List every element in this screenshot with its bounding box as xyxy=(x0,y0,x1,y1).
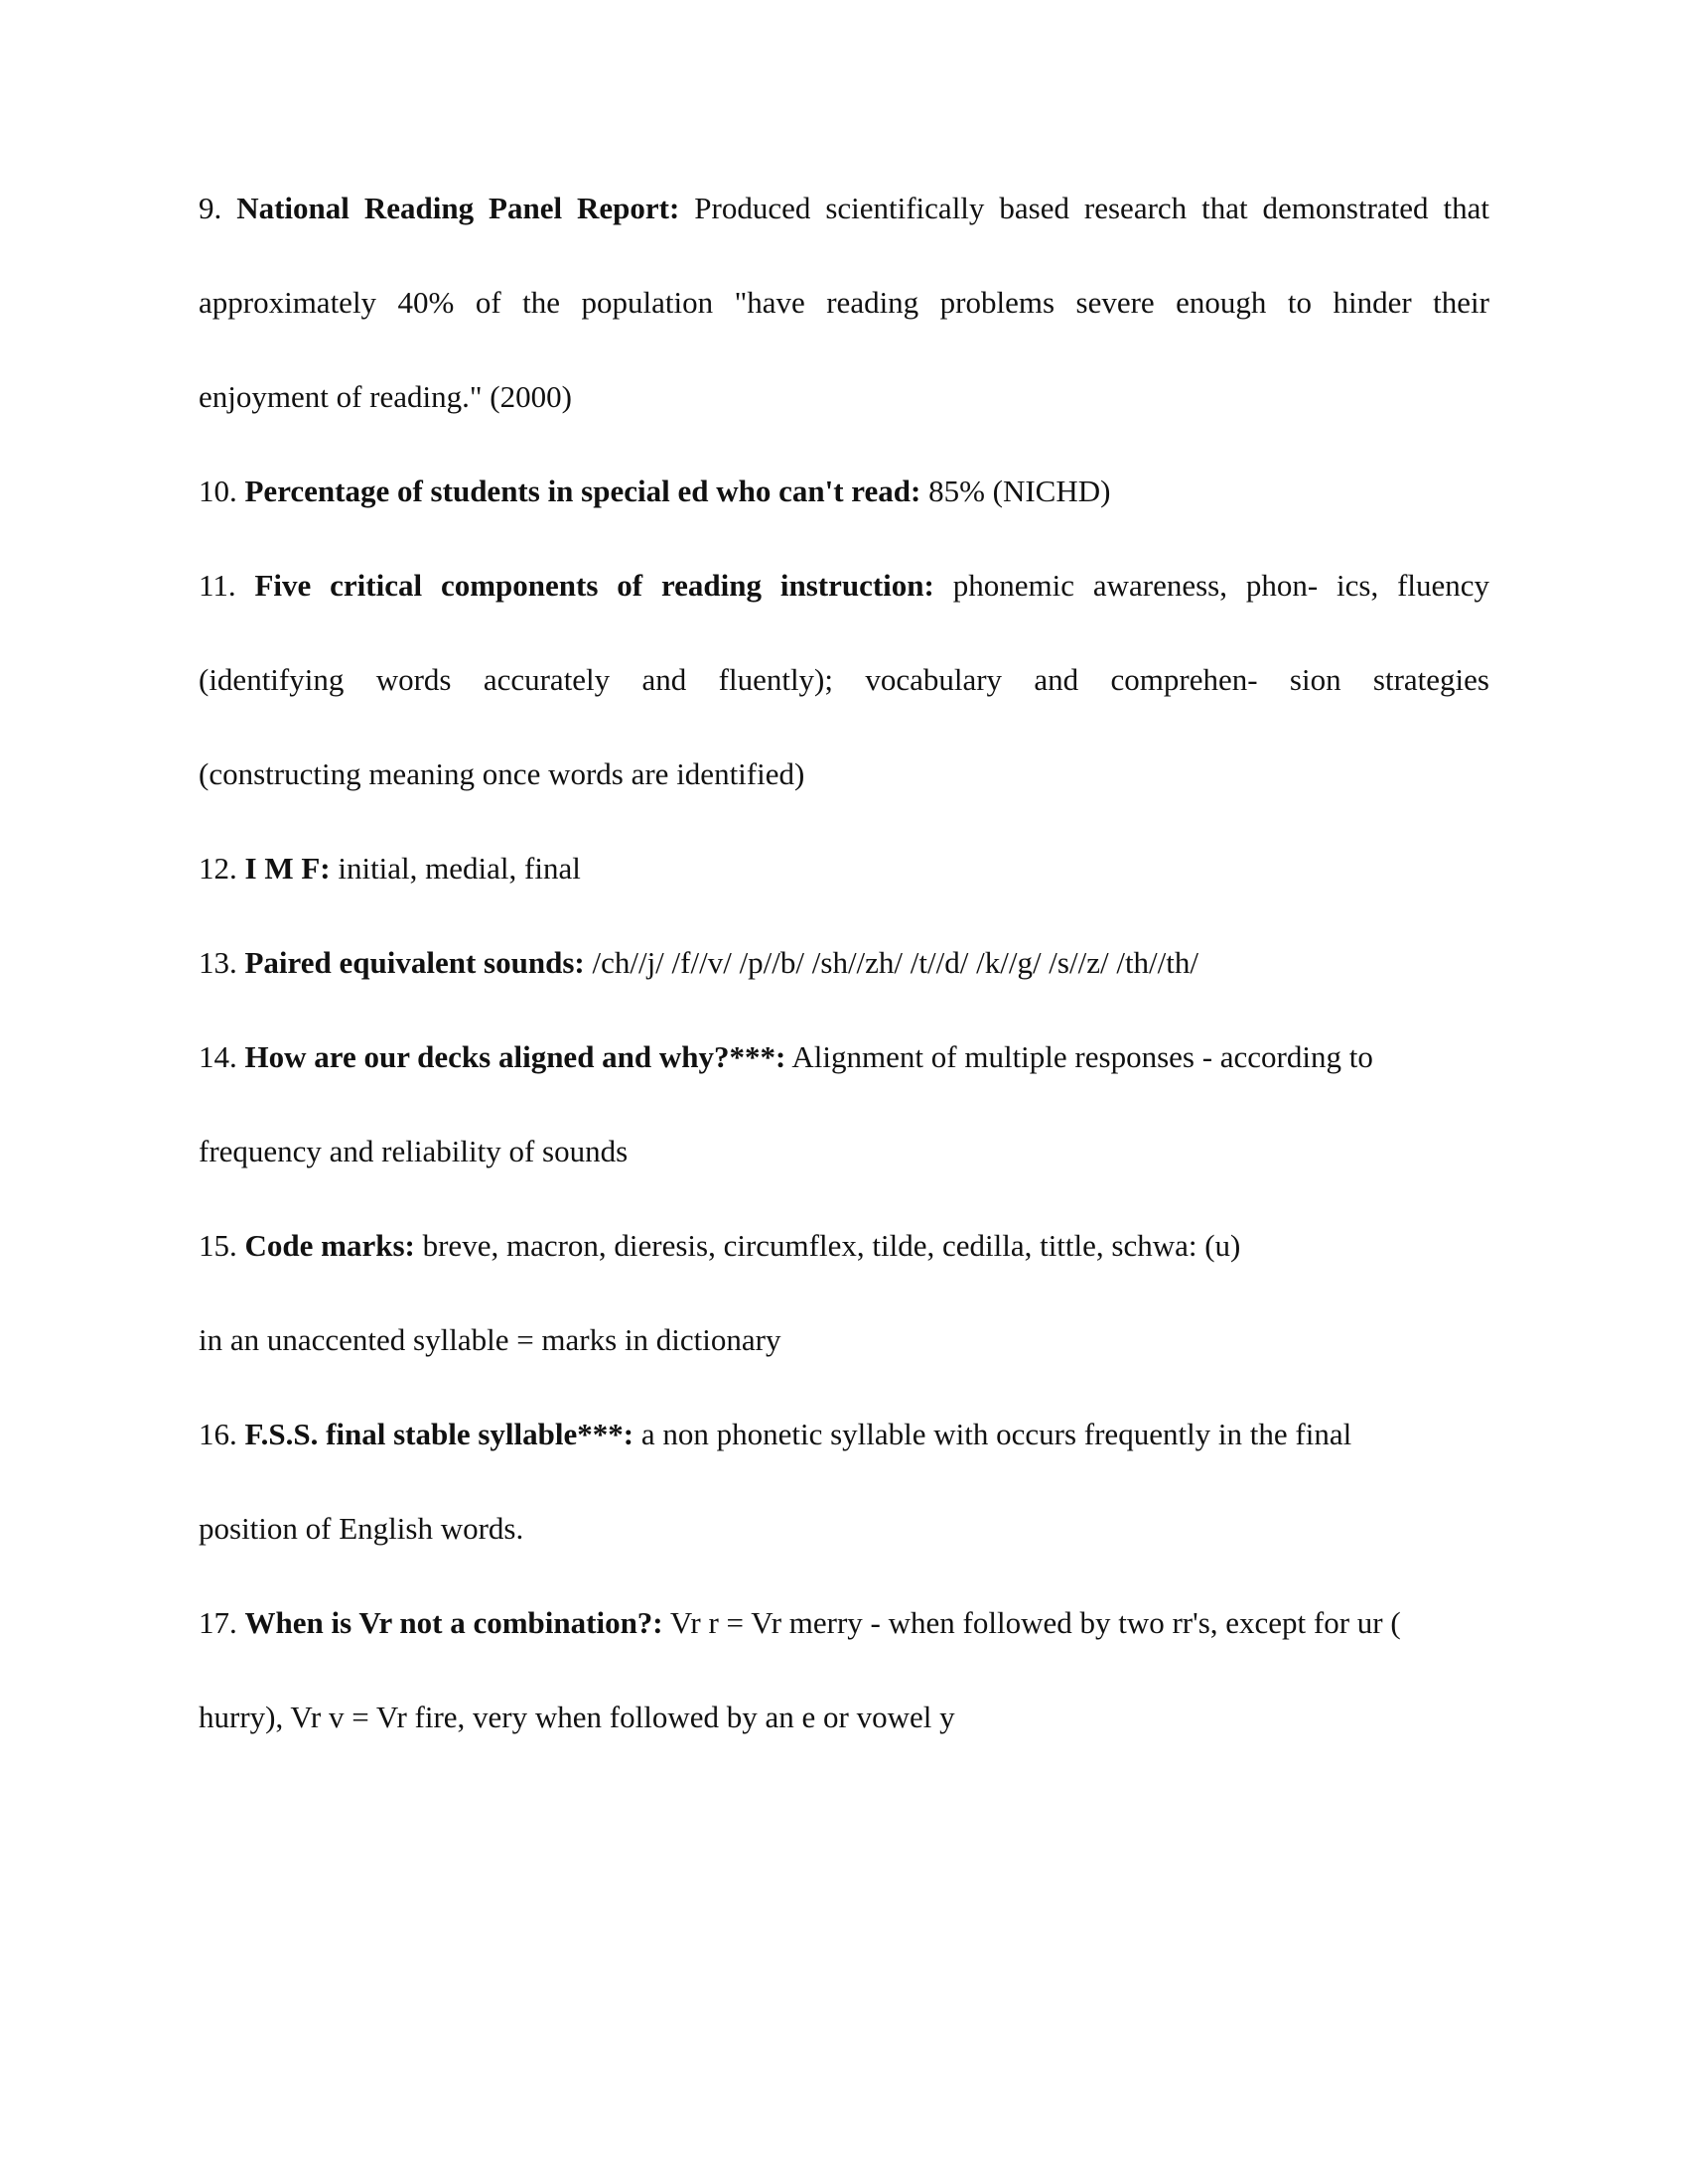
item-11-line-2 xyxy=(199,660,1489,700)
item-label: How are our decks aligned and why?***: xyxy=(244,1039,786,1074)
item-text: frequency and reliability of sounds xyxy=(199,1134,629,1168)
item-15-line-1 xyxy=(199,1226,1489,1266)
item-9-line-3 xyxy=(199,377,1489,417)
item-number: 12. xyxy=(199,851,237,886)
item-17-line-1 xyxy=(199,1603,1489,1643)
item-text: 85% (NICHD) xyxy=(928,474,1111,508)
item-number: 14. xyxy=(199,1039,237,1074)
item-label: Paired equivalent sounds: xyxy=(244,945,585,980)
item-number: 15. xyxy=(199,1228,237,1263)
item-text: a non phonetic syllable with occurs frequently in the final xyxy=(640,1417,1352,1451)
item-12-line-1 xyxy=(199,849,1489,888)
item-label: Code marks: xyxy=(244,1228,415,1263)
item-text: /ch//j/ /f//v/ /p//b/ /sh//zh/ /t//d/ /k//g/ /s//z/ /th//th/ xyxy=(592,945,1199,980)
item-10-line-1 xyxy=(199,472,1489,511)
item-number: 11. xyxy=(199,568,236,603)
item-14-line-1 xyxy=(199,1037,1489,1077)
item-label: National Reading Panel Report: xyxy=(236,191,680,225)
item-9-line-2 xyxy=(199,283,1489,323)
item-text: phonemic awareness, phon- ics, fluency xyxy=(952,568,1490,603)
item-text: position of English words. xyxy=(199,1511,524,1546)
item-14-line-2 xyxy=(199,1132,1489,1171)
item-11-line-1 xyxy=(199,566,1489,606)
item-text: enjoyment of reading." (2000) xyxy=(199,379,572,414)
item-label: F.S.S. final stable syllable***: xyxy=(244,1417,634,1451)
item-number: 13. xyxy=(199,945,237,980)
item-text: hurry), Vr v = Vr fire, very when followed by an e or vowel y xyxy=(199,1700,955,1734)
item-text: Produced scientifically based research that demonstrated that xyxy=(694,191,1489,225)
item-16-line-1 xyxy=(199,1415,1489,1454)
item-number: 17. xyxy=(199,1605,237,1640)
item-label: When is Vr not a combination?: xyxy=(244,1605,663,1640)
item-text: Alignment of multiple responses - according to xyxy=(791,1039,1373,1074)
item-text: (identifying words accurately and fluently); vocabulary and comprehen- sion strategies xyxy=(199,662,1489,697)
item-text: (constructing meaning once words are identified) xyxy=(199,756,805,791)
item-label: Five critical components of reading instruction: xyxy=(254,568,934,603)
item-13-line-1 xyxy=(199,943,1489,983)
item-text: approximately 40% of the population "have reading problems severe enough to hinder their xyxy=(199,285,1489,320)
item-9-line-1 xyxy=(199,189,1489,228)
item-15-line-2 xyxy=(199,1320,1489,1360)
item-text: breve, macron, dieresis, circumflex, tilde, cedilla, tittle, schwa: (u) xyxy=(422,1228,1241,1263)
item-11-line-3 xyxy=(199,754,1489,794)
item-text: Vr r = Vr merry - when followed by two rr's, except for ur ( xyxy=(669,1605,1401,1640)
item-17-line-2 xyxy=(199,1698,1489,1737)
item-number: 16. xyxy=(199,1417,237,1451)
item-number: 9. xyxy=(199,191,222,225)
item-label: Percentage of students in special ed who can't read: xyxy=(244,474,921,508)
item-16-line-2 xyxy=(199,1509,1489,1549)
item-number: 10. xyxy=(199,474,237,508)
item-text: in an unaccented syllable = marks in dictionary xyxy=(199,1322,781,1357)
item-label: I M F: xyxy=(244,851,331,886)
item-text: initial, medial, final xyxy=(338,851,581,886)
